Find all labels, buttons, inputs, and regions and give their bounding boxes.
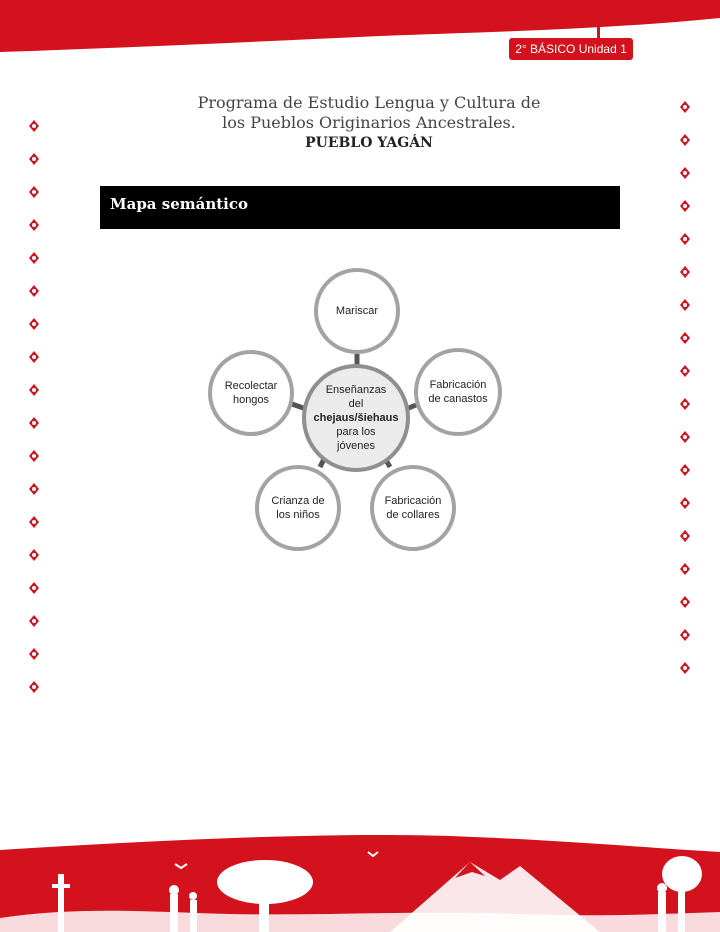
header-people-name: PUEBLO YAGÁN <box>305 135 433 151</box>
decorative-dot-center <box>683 171 687 175</box>
header-title-line-1: Programa de Estudio Lengua y Cultura de <box>197 93 541 112</box>
decorative-dot-center <box>32 157 36 161</box>
decorative-dot-center <box>32 685 36 689</box>
node-fabricacion-canastos <box>414 348 502 436</box>
decorative-dot-center <box>683 567 687 571</box>
decorative-dot-center <box>32 520 36 524</box>
decorative-dot-center <box>32 223 36 227</box>
page-header <box>140 93 598 153</box>
node-fabricacion-canastos-label: Fabricación de canastos <box>428 379 488 405</box>
node-mariscar <box>314 268 400 354</box>
right-dot-column <box>678 0 692 932</box>
decorative-dot-center <box>683 402 687 406</box>
decorative-dot-center <box>683 105 687 109</box>
node-recolectar-hongos-label: Recolectar hongos <box>224 380 278 406</box>
decorative-dot-center <box>683 138 687 142</box>
node-fabricacion-collares-label: Fabricación de collares <box>384 495 442 521</box>
semantic-map <box>200 262 520 562</box>
bottom-landscape-band <box>0 822 720 932</box>
center-line-3: para los jóvenes <box>336 426 376 452</box>
decorative-dot-center <box>32 388 36 392</box>
decorative-dot-center <box>32 586 36 590</box>
decorative-dot-center <box>32 190 36 194</box>
center-node-label <box>306 383 406 453</box>
section-title-bar <box>100 186 620 229</box>
decorative-dot-center <box>683 336 687 340</box>
decorative-dot-center <box>683 303 687 307</box>
decorative-dot-center <box>32 553 36 557</box>
decorative-dot-center <box>683 633 687 637</box>
decorative-dot-center <box>32 454 36 458</box>
decorative-dot-center <box>32 652 36 656</box>
section-title: Mapa semántico <box>110 195 249 213</box>
decorative-dot-center <box>683 468 687 472</box>
decorative-dot-center <box>32 487 36 491</box>
center-line-2: chejaus/šiehaus <box>313 412 399 424</box>
decorative-dot-center <box>32 322 36 326</box>
decorative-dot-center <box>683 369 687 373</box>
decorative-dot-center <box>683 534 687 538</box>
decorative-dot-center <box>32 421 36 425</box>
decorative-dot-center <box>683 501 687 505</box>
header-title-line-2: los Pueblos Originarios Ancestrales. <box>222 113 516 132</box>
decorative-dot-center <box>32 256 36 260</box>
decorative-dot-center <box>32 355 36 359</box>
left-dot-column <box>27 0 41 932</box>
decorative-dot-center <box>683 204 687 208</box>
decorative-dot-center <box>683 600 687 604</box>
decorative-dot-center <box>683 666 687 670</box>
decorative-dot-center <box>32 289 36 293</box>
node-crianza-ninos-label: Crianza de los niños <box>271 495 325 521</box>
center-node <box>302 364 410 472</box>
grade-unit-badge: 2° BÁSICO Unidad 1 <box>509 38 633 60</box>
center-line-1: Enseñanzas del <box>325 384 387 410</box>
decorative-dot-center <box>683 435 687 439</box>
node-mariscar-label: Mariscar <box>335 305 379 317</box>
decorative-dot-center <box>683 270 687 274</box>
node-recolectar-hongos <box>208 350 294 436</box>
decorative-dot-center <box>32 619 36 623</box>
node-fabricacion-collares <box>370 465 456 551</box>
decorative-dot-center <box>683 237 687 241</box>
decorative-dot-center <box>32 124 36 128</box>
node-crianza-ninos <box>255 465 341 551</box>
